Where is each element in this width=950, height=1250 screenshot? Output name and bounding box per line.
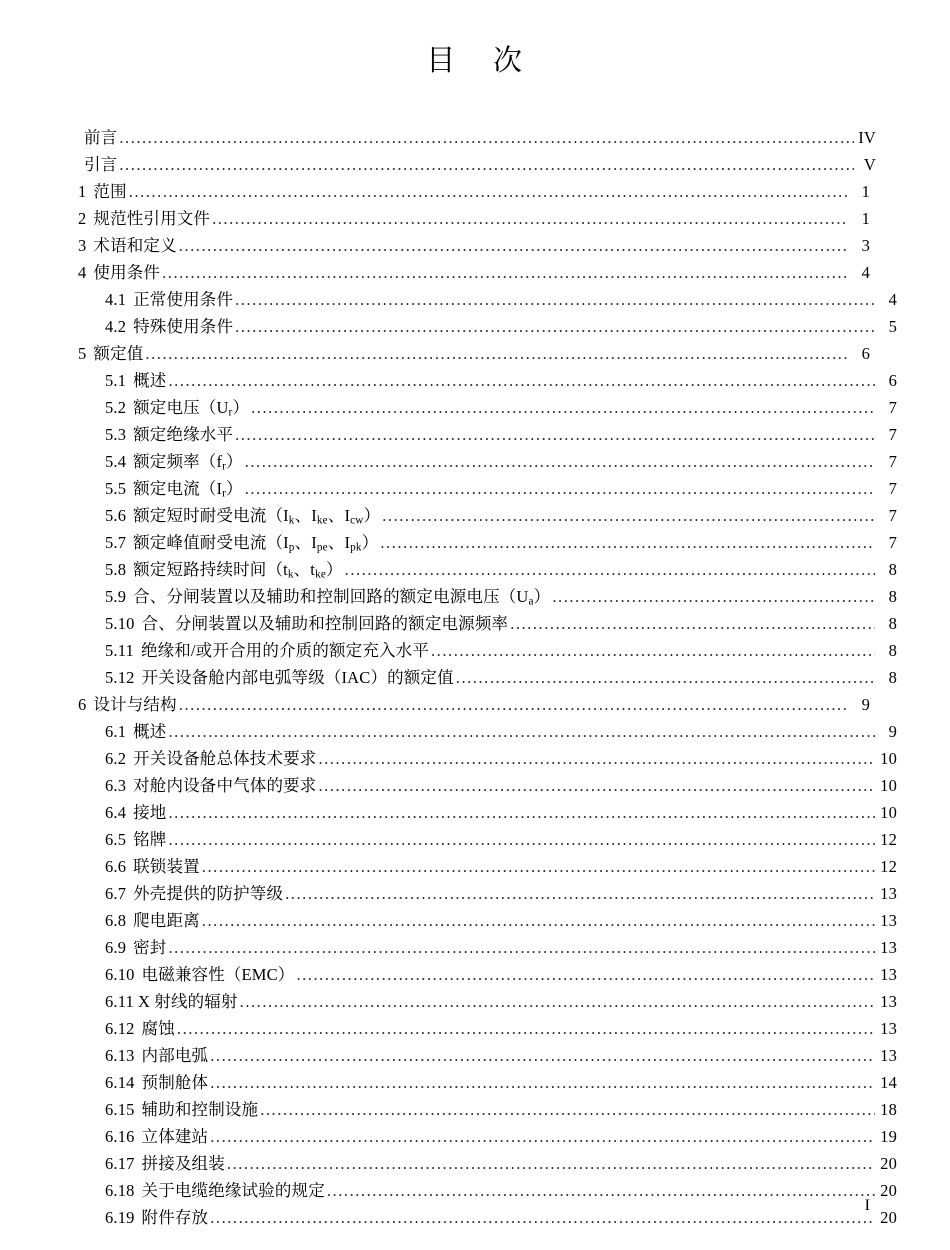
toc-dot-leader <box>235 286 875 313</box>
toc-entry-label <box>105 826 168 853</box>
toc-entry[interactable] <box>78 1150 897 1177</box>
toc-entry-text: 额定短时耐受电流（$I_k$、$I_{ke}$、$I_{cw}$） <box>133 506 381 527</box>
toc-dot-leader <box>235 313 875 340</box>
toc-entry-label <box>105 583 552 610</box>
toc-entry-number: 5.10 <box>105 614 135 633</box>
toc-entry-label <box>105 394 251 421</box>
toc-entry-text: 合、分闸装置以及辅助和控制回路的额定电源电压$(U_a)$ <box>133 587 551 608</box>
toc-entry-text: 规范性引用文件 <box>93 209 211 228</box>
toc-entry-text: 电磁兼容性（EMC） <box>141 965 295 984</box>
toc-entry-label <box>105 475 245 502</box>
toc-entry-number: 5.2 <box>105 398 127 417</box>
toc-entry-label <box>105 799 168 826</box>
toc-entry-label <box>105 772 318 799</box>
toc-entry-page-number: 10 <box>880 776 897 795</box>
toc-entry-label <box>105 988 240 1015</box>
toc-entry-label <box>105 907 202 934</box>
toc-entry-number: 5.1 <box>105 371 127 390</box>
toc-entry-number: 6.5 <box>105 830 127 849</box>
toc-entry-page-number: 7 <box>888 479 897 498</box>
toc-entry-label <box>105 1150 227 1177</box>
toc-entry-label <box>105 961 296 988</box>
toc-entry-label <box>105 502 382 529</box>
toc-entry-page-number: 13 <box>880 1019 897 1038</box>
toc-entry-number: 6.1 <box>105 722 127 741</box>
toc-entry[interactable] <box>78 583 897 610</box>
toc-dot-leader <box>382 502 875 529</box>
toc-entry-text: 预制舱体 <box>141 1073 209 1092</box>
toc-entry-text: 对舱内设备中气体的要求 <box>133 776 317 795</box>
toc-entry-number: 6.4 <box>105 803 127 822</box>
toc-entry-text: 立体建站 <box>141 1127 209 1146</box>
toc-entry-number: 5.4 <box>105 452 127 471</box>
toc-dot-leader <box>345 556 875 583</box>
toc-dot-leader <box>210 1069 875 1096</box>
toc-entry[interactable] <box>78 394 897 421</box>
toc-entry-label <box>84 151 119 178</box>
toc-dot-leader <box>296 961 875 988</box>
toc-entry-number: 5.3 <box>105 425 127 444</box>
toc-entry-number: 6.17 <box>105 1154 135 1173</box>
toc-entry[interactable] <box>78 232 870 259</box>
toc-entry-number: 2 <box>78 209 87 228</box>
toc-entry-page-number: 12 <box>880 830 897 849</box>
toc-dot-leader <box>168 367 875 394</box>
toc-entry-label <box>105 664 456 691</box>
toc-dot-leader <box>380 529 875 556</box>
toc-entry[interactable] <box>78 745 897 772</box>
toc-entry-text: 使用条件 <box>93 263 161 282</box>
toc-entry-number: 6.11 <box>105 992 134 1011</box>
toc-dot-leader <box>177 1015 875 1042</box>
toc-dot-leader <box>129 178 848 205</box>
toc-entry-label <box>105 1015 177 1042</box>
toc-entry-page-number: 18 <box>880 1100 897 1119</box>
toc-dot-leader <box>179 691 848 718</box>
toc-entry-page-number: 19 <box>880 1127 897 1146</box>
toc-entry[interactable] <box>78 367 897 394</box>
toc-dot-leader <box>510 610 875 637</box>
toc-entry-page-number: 8 <box>888 614 897 633</box>
toc-entry[interactable] <box>78 826 897 853</box>
toc-entry-page-number: V <box>863 155 876 174</box>
toc-entry-text: 特殊使用条件 <box>133 317 234 336</box>
toc-entry-page-number: 8 <box>888 587 897 606</box>
toc-entry-page-number: IV <box>858 128 876 147</box>
toc-entry-page-number: 6 <box>861 344 870 363</box>
toc-entry-label <box>105 745 318 772</box>
toc-entry-text: 概述 <box>133 371 167 390</box>
toc-entry-page-number: 9 <box>861 695 870 714</box>
toc-entry-text: 概述 <box>133 722 167 741</box>
toc-entry-page-number: 1 <box>861 209 870 228</box>
toc-entry-label <box>105 448 245 475</box>
toc-entry-page-number: 13 <box>880 884 897 903</box>
toc-entry-page-number: 7 <box>888 398 897 417</box>
toc-entry-label <box>105 1042 210 1069</box>
toc-dot-leader <box>318 745 875 772</box>
toc-entry[interactable] <box>78 205 870 232</box>
toc-dot-leader <box>179 232 848 259</box>
toc-entry-label <box>105 421 235 448</box>
toc-entry-page-number: 10 <box>880 749 897 768</box>
toc-entry-number: 6.7 <box>105 884 127 903</box>
toc-entry-number: 5.8 <box>105 560 127 579</box>
toc-entry-text: 额定绝缘水平 <box>133 425 234 444</box>
toc-entry[interactable] <box>78 1015 897 1042</box>
toc-entry[interactable] <box>78 178 870 205</box>
toc-entry-number: 4 <box>78 263 87 282</box>
toc-entry-text: 密封 <box>133 938 167 957</box>
toc-dot-leader <box>235 421 875 448</box>
toc-entry-page-number: 8 <box>888 560 897 579</box>
toc-entry-label <box>105 853 202 880</box>
toc-entry-page-number: 8 <box>888 641 897 660</box>
toc-entry-page-number: 7 <box>888 506 897 525</box>
toc-entry-page-number: 1 <box>861 182 870 201</box>
toc-entry[interactable] <box>78 1123 897 1150</box>
toc-entry[interactable] <box>78 313 897 340</box>
toc-entry-label <box>78 259 162 286</box>
page-folio: I <box>864 1197 870 1214</box>
toc-dot-leader <box>212 205 848 232</box>
toc-dot-leader <box>210 1123 875 1150</box>
toc-dot-leader <box>227 1150 875 1177</box>
toc-entry-label <box>105 367 168 394</box>
toc-entry-page-number: 7 <box>888 452 897 471</box>
toc-entry[interactable] <box>78 124 876 151</box>
toc-entry-page-number: 10 <box>880 803 897 822</box>
toc-entry-label <box>105 637 431 664</box>
toc-entry[interactable] <box>78 448 897 475</box>
toc-dot-leader <box>318 772 875 799</box>
toc-entry-number: 6.15 <box>105 1100 135 1119</box>
toc-entry-page-number: 7 <box>888 425 897 444</box>
toc-entry-text: 腐蚀 <box>141 1019 175 1038</box>
toc-entry-number: 5 <box>78 344 87 363</box>
toc-entry[interactable] <box>78 286 897 313</box>
toc-dot-leader <box>145 340 848 367</box>
toc-entry-page-number: 5 <box>888 317 897 336</box>
toc-entry-label <box>78 340 145 367</box>
toc-dot-leader <box>162 259 848 286</box>
toc-dot-leader <box>168 826 875 853</box>
toc-entry-number: 6.14 <box>105 1073 135 1092</box>
toc-entry-number: 6.8 <box>105 911 127 930</box>
toc-entry-number: 6.6 <box>105 857 127 876</box>
toc-entry-page-number: 13 <box>880 938 897 957</box>
toc-entry-text: 绝缘和/或开合用的介质的额定充入水平 <box>140 641 429 660</box>
toc-dot-leader <box>245 448 875 475</box>
toc-entry-page-number: 20 <box>880 1208 897 1227</box>
toc-entry-text: 内部电弧 <box>141 1046 209 1065</box>
toc-entry-number: 6.16 <box>105 1127 135 1146</box>
toc-entry-page-number: 8 <box>888 668 897 687</box>
toc-entry-number: 6.18 <box>105 1181 135 1200</box>
toc-dot-leader <box>168 799 875 826</box>
toc-entry-number: 5.12 <box>105 668 135 687</box>
toc-entry[interactable] <box>78 502 897 529</box>
toc-entry[interactable] <box>78 637 897 664</box>
toc-entry-page-number: 20 <box>880 1154 897 1173</box>
toc-entry-text: 设计与结构 <box>93 695 177 714</box>
toc-entry[interactable] <box>78 961 897 988</box>
toc-entry-number: 1 <box>78 182 87 201</box>
toc-entry-text: 额定电流$(I_r)$ <box>133 479 243 500</box>
toc-entry-text: 铭牌 <box>133 830 167 849</box>
toc-entry-label <box>105 718 168 745</box>
toc-entry[interactable] <box>78 691 870 718</box>
toc-entry-number: 4.2 <box>105 317 127 336</box>
toc-entry-page-number: 4 <box>861 263 870 282</box>
toc-entry-text: 关于电缆绝缘试验的规定 <box>141 1181 325 1200</box>
toc-entry-page-number: 4 <box>888 290 897 309</box>
toc-entry-label <box>105 556 345 583</box>
toc-entry[interactable] <box>78 988 897 1015</box>
toc-entry-label <box>78 232 179 259</box>
toc-entry-number: 5.9 <box>105 587 127 606</box>
toc-entry-text: 额定频率$(f_r)$ <box>133 452 243 473</box>
toc-entry-label <box>84 124 119 151</box>
toc-entry[interactable] <box>78 934 897 961</box>
toc-entry-page-number: 13 <box>880 1046 897 1065</box>
toc-entry-number: 6 <box>78 695 87 714</box>
toc-entry-text: 合、分闸装置以及辅助和控制回路的额定电源频率 <box>141 614 509 633</box>
toc-dot-leader <box>251 394 875 421</box>
toc-entry-label <box>105 313 235 340</box>
toc-entry[interactable] <box>78 880 897 907</box>
toc-entry-text: 开关设备舱内部电弧等级（IAC）的额定值 <box>141 668 454 687</box>
toc-entry-text: 引言 <box>84 155 118 174</box>
toc-dot-leader <box>260 1096 875 1123</box>
toc-entry-label <box>105 1123 210 1150</box>
toc-entry-number: 6.19 <box>105 1208 135 1227</box>
toc-entry-text: 接地 <box>133 803 167 822</box>
toc-entry-number: 5.6 <box>105 506 127 525</box>
toc-entry-number: 6.13 <box>105 1046 135 1065</box>
toc-entry-page-number: 20 <box>880 1181 897 1200</box>
toc-entry-page-number: 13 <box>880 965 897 984</box>
toc-entry-text: 正常使用条件 <box>133 290 234 309</box>
toc-entry[interactable] <box>78 151 876 178</box>
toc-entry-page-number: 6 <box>888 371 897 390</box>
toc-entry-text: 范围 <box>93 182 127 201</box>
toc-entry[interactable] <box>78 556 897 583</box>
toc-entry-text: 额定电压$(U_r)$ <box>133 398 250 419</box>
toc-entry-text: 术语和定义 <box>93 236 177 255</box>
toc-entry-number: 5.5 <box>105 479 127 498</box>
toc-entry[interactable] <box>78 799 897 826</box>
toc-entry-number: 6.3 <box>105 776 127 795</box>
toc-entry[interactable] <box>78 1096 897 1123</box>
toc-dot-leader <box>202 907 875 934</box>
toc-entry-page-number: 13 <box>880 992 897 1011</box>
toc-entry-label <box>105 286 235 313</box>
toc-entry-label <box>105 880 285 907</box>
toc-dot-leader <box>202 853 875 880</box>
toc-dot-leader <box>240 988 875 1015</box>
toc-entry[interactable] <box>78 1042 897 1069</box>
toc-entry-text: X 射线的辐射 <box>137 992 238 1011</box>
toc-entry-page-number: 13 <box>880 911 897 930</box>
toc-entry-label <box>105 1069 210 1096</box>
toc-entry[interactable] <box>78 772 897 799</box>
toc-dot-leader <box>168 718 875 745</box>
toc-entry-page-number: 3 <box>861 236 870 255</box>
toc-entry-number: 5.11 <box>105 641 134 660</box>
toc-entry[interactable] <box>78 853 897 880</box>
toc-entry[interactable] <box>78 718 897 745</box>
toc-entry-label <box>78 178 129 205</box>
toc-entry[interactable] <box>78 529 897 556</box>
toc-entry-text: 辅助和控制设施 <box>141 1100 259 1119</box>
toc-entry-text: 爬电距离 <box>133 911 200 930</box>
toc-entry-number: 6.9 <box>105 938 127 957</box>
toc-entry[interactable] <box>78 907 897 934</box>
toc-entry[interactable] <box>78 340 870 367</box>
toc-entry[interactable] <box>78 475 897 502</box>
toc-entry-text: 附件存放 <box>141 1208 209 1227</box>
toc-entry-label <box>105 934 168 961</box>
toc-entry-page-number: 14 <box>880 1073 897 1092</box>
toc-entry-label <box>105 1096 260 1123</box>
toc-entry-text: 额定峰值耐受电流（$I_p$、$I_{pe}$、$I_{pk}$） <box>133 533 379 554</box>
toc-entry[interactable] <box>78 610 897 637</box>
toc-dot-leader <box>245 475 875 502</box>
toc-entry-number: 6.10 <box>105 965 135 984</box>
toc-dot-leader <box>168 934 875 961</box>
toc-entry-number: 4.1 <box>105 290 127 309</box>
toc-entry-number: 6.12 <box>105 1019 135 1038</box>
toc-dot-leader <box>552 583 875 610</box>
toc-entry-page-number: 7 <box>888 533 897 552</box>
toc-entry-text: 开关设备舱总体技术要求 <box>133 749 317 768</box>
toc-entry-number: 3 <box>78 236 87 255</box>
toc-dot-leader <box>119 151 854 178</box>
toc-entry[interactable] <box>78 259 870 286</box>
toc-dot-leader <box>456 664 875 691</box>
toc-entry-number: 6.2 <box>105 749 127 768</box>
toc-entry-label <box>105 610 510 637</box>
toc-entry-text: 额定短路持续时间（$t_k$、$t_{ke}$） <box>133 560 343 581</box>
toc-entry-text: 额定值 <box>93 344 144 363</box>
toc-entry-page-number: 12 <box>880 857 897 876</box>
toc-entry-page-number: 9 <box>888 722 897 741</box>
toc-entry-text: 联锁装置 <box>133 857 200 876</box>
page-title: 目 次 <box>426 45 524 77</box>
toc-entry-text: 前言 <box>84 128 118 147</box>
table-of-contents <box>78 124 897 1231</box>
toc-entry-label <box>78 691 179 718</box>
toc-dot-leader <box>431 637 875 664</box>
toc-dot-leader <box>210 1042 875 1069</box>
toc-entry-label <box>105 529 380 556</box>
toc-entry-number: 5.7 <box>105 533 127 552</box>
toc-entry-label <box>78 205 212 232</box>
toc-entry[interactable] <box>78 1069 897 1096</box>
toc-entry-text: 外壳提供的防护等级 <box>133 884 284 903</box>
toc-dot-leader <box>119 124 854 151</box>
toc-entry-text: 拼接及组装 <box>141 1154 225 1173</box>
toc-entry[interactable] <box>78 421 897 448</box>
toc-dot-leader <box>285 880 875 907</box>
toc-entry[interactable] <box>78 664 897 691</box>
